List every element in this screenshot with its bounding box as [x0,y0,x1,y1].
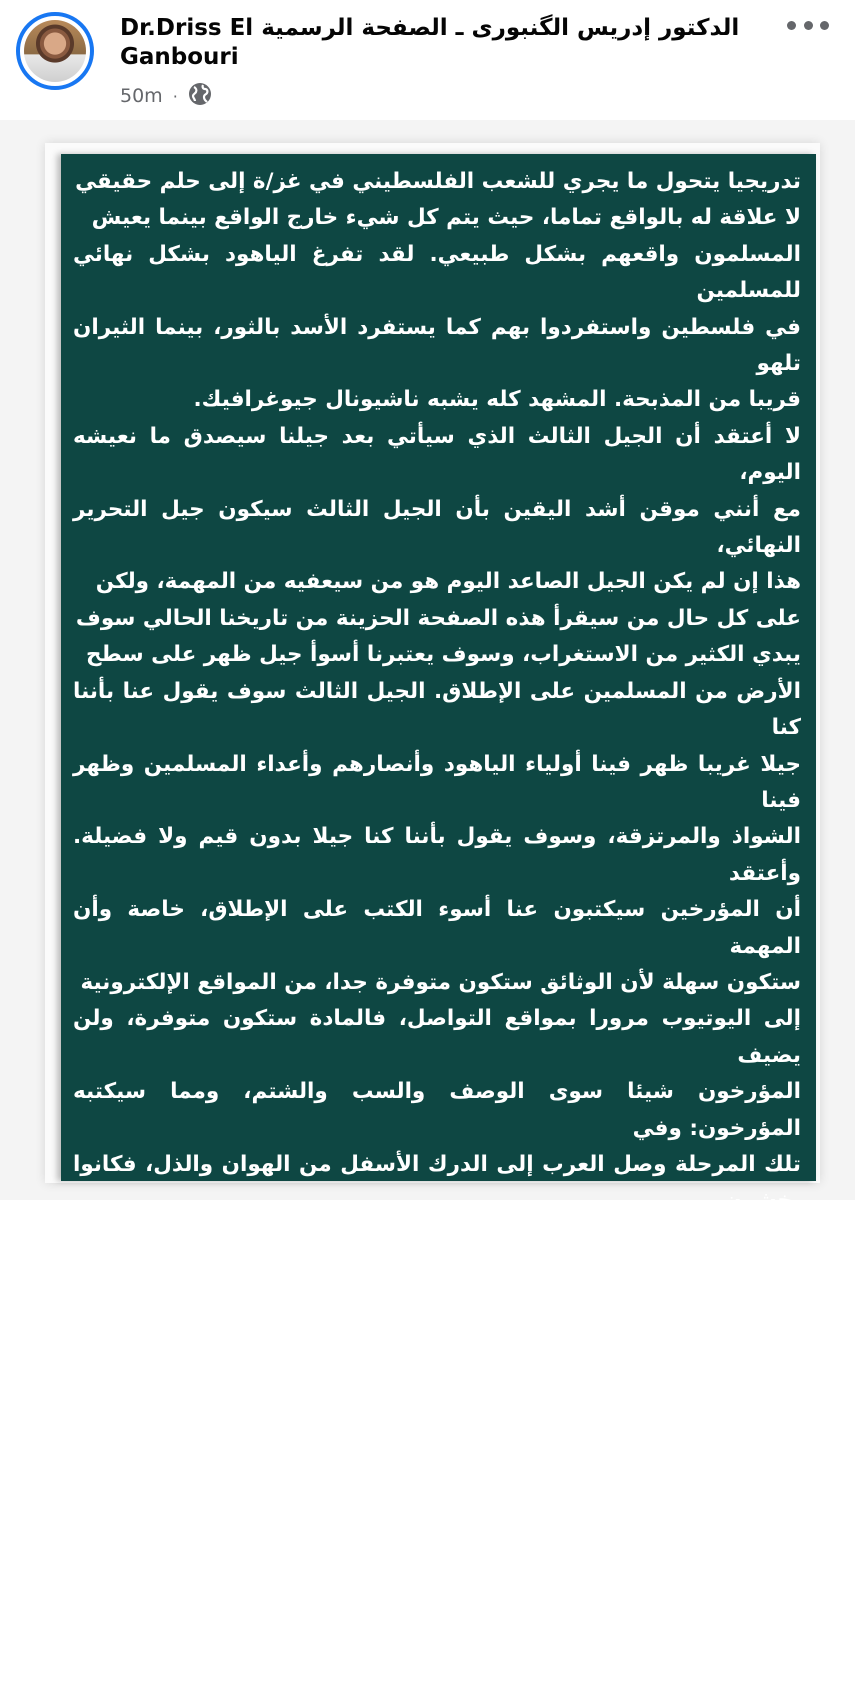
profile-photo [24,20,86,82]
post-body-text: تدريجيا يتحول ما يجري للشعب الفلسطيني في غز/ة إلى حلم حقيقي لا علاقة له بالواقع تماما، حيث يتم كل شيء خارج الواقع بينما يعيش المسلمون واقعهم بشكل طبيعي. لقد تفرغ الياهود بشكل نهائي للمسلمين في فلسطين واستفردوا بهم كما يستفرد الأسد بالثور، بينما الثيران تلهو قريبا من المذبحة. المشهد كله يشبه ناشيونال جيوغرافيك. لا أعتقد أن الجيل الثالث الذي سيأتي بعد جيلنا سيصدق ما نعيشه اليوم، مع أنني موقن أشد اليقين بأن الجيل الثالث سيكون جيل التحرير النهائي، هذا إن لم يكن الجيل الصاعد اليوم هو من سيعفيه من المهمة، ولكن على كل حال من سيقرأ هذه الصفحة الحزينة من تاريخنا الحالي سوف يبدي الكثير من الاستغراب، وسوف يعتبرنا أسوأ جيل ظهر على سطح الأرض من المسلمين على الإطلاق. الجيل الثالث سوف يقول عنا بأننا كنا جيلا غريبا ظهر فينا أولياء الياهود وأنصارهم وأعداء المسلمين وظهر فينا الشواذ والمرتزقة، وسوف يقول بأننا كنا جيلا بدون قيم ولا فضيلة. وأعتقد أن المؤرخين سيكتبون عنا أسوء الكتب على الإطلاق، خاصة وأن المهمة ستكون سهلة لأن الوثائق ستكون متوفرة جدا، من المواقع الإلكترونية إلى اليوتيوب مرورا بمواقع التواصل، فالمادة ستكون متوفرة، ولن يضيف المؤرخون شيئا سوى الوصف والسب والشتم، ومما سيكتبه المؤرخون: وفي تلك المرحلة وصل العرب إلى الدرك الأسفل من الهوان والذل، فكانوا يخشون من الياهود ويسعون إلى مودتهم، وكانت التجارة بينهم رائجة والمعاملات جيدة، وفي تلك المرحلة ظهر رجل أمريكي يدعى دونالد ترامب يقال بأنه كان يضطهد الحكام العرب ويسومهم سوء العذاب، أما في فلسطين الحالية التي كان يقيم بها الياهود ويطلقون على مستوطنتهم اسم إصرائيل فقد حكمهم رجل يدعى نتنياهو، وقد كان رجلا شجاعا لا يهاب العرب، ولم يكن الفلسطيني يستطيع أن يسافر من الضفة الغربية إلى يافا التي كانت تسمى تل أبيب، كما هو الأمر اليوم. [73,169,801,1687]
author-name[interactable]: Dr.Driss El الدكتور إدريس الگنبورى ـ الصفحة الرسمية Ganbouri [120,15,740,70]
post-meta [120,83,212,109]
post-header [0,0,855,120]
avatar[interactable] [16,12,94,90]
meta-separator: · [172,86,178,106]
more-options-icon[interactable] [787,16,829,34]
globe-icon[interactable] [188,82,212,111]
text-panel [61,154,816,1687]
post-time[interactable]: 50m [120,85,163,107]
